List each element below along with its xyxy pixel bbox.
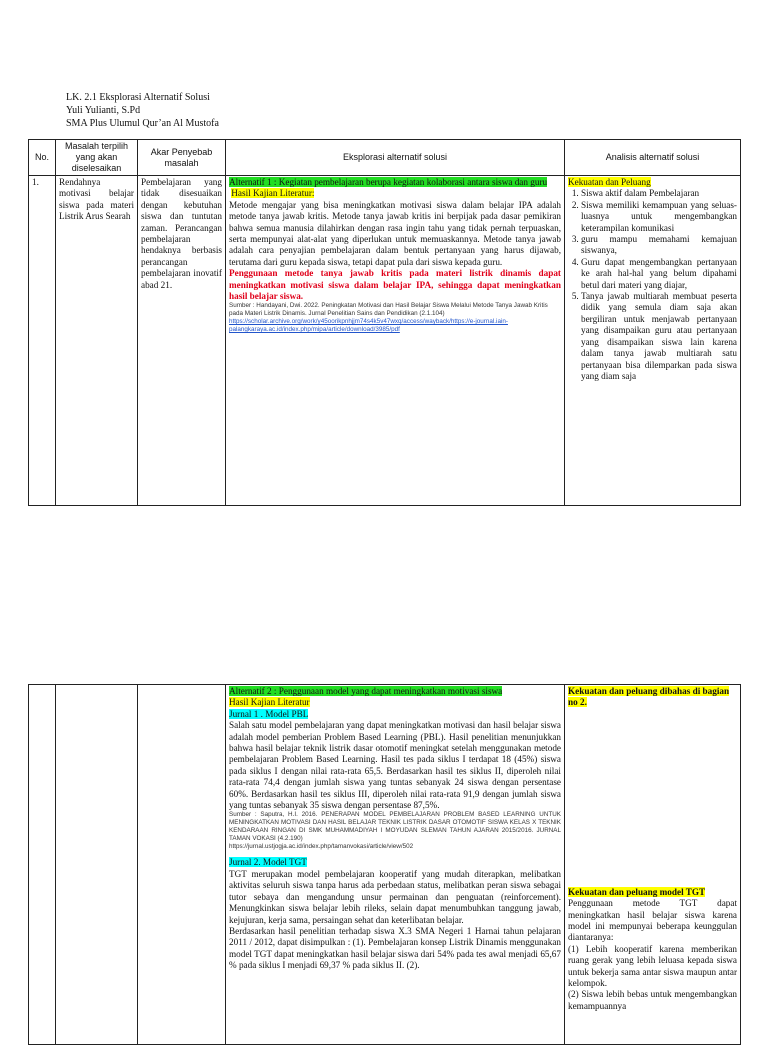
header-school: SMA Plus Ulumul Qur’an Al Mustofa (66, 118, 219, 129)
tgt-analisis-title: Kekuatan dan peluang model TGT (568, 886, 706, 897)
kajian-title-2: Hasil Kajian Literatur (229, 697, 310, 708)
tgt-point-2: (2) Siswa lebih bebas untuk mengembangkan kemampuannya (568, 989, 737, 1011)
source-citation: Sumber : Handayani, Dwi. 2022. Peningkatan Motivasi dan Hasil Belajar Siswa Melalui Metode Tanya Jawab Kritis pada Materi Listrik Dinamis. Jurnal Penelitian Sains dan Pendidikan (2.1.104) (229, 302, 548, 318)
row-number-empty (29, 685, 56, 1045)
masalah-cell-empty (56, 685, 138, 1045)
tgt-point-1: (1) Lebih kooperatif karena memberikan ruang gerak yang lebih leluasa kepada siswa untuk bekerja sama antar siswa maupun antar kelompok. (568, 943, 737, 989)
jurnal-2-body: TGT merupakan model pembelajaran kooperatif yang mudah diterapkan, melibatkan aktivitas seluruh siswa tanpa harus ada perbedaan status, melibatkan peran siswa sebagai tutor sebaya dan mengandung unsur permainan dan penguatan (reinforcement). Menungkinkan siswa belajar lebih rileks, selain dapat menumbuhkan tanggung jawab, kejujuran, kerja sama, persaingan sehat dan keterlibatan belajar. (229, 868, 561, 925)
analisis-list (568, 188, 737, 382)
akar-cell-empty (138, 685, 226, 1045)
conclusion-text: Penggunaan metode tanya jawab kritis pada materi listrik dinamis dapat meningkatkan motivasi siswa dalam belajar IPA, sehingga dapat meningkatkan hasil belajar siswa. (229, 268, 561, 302)
eksplorasi-cell (226, 176, 565, 506)
jurnal-1-title: Jurnal 1 . Model PBL (229, 708, 309, 719)
analisis-cell-2 (565, 685, 741, 1045)
source-link[interactable]: https://scholar.archive.org/work/y45oorikpnhjjm74s4k5v47wxq/access/wayback/https://e-journal.iain-palangkaraya.ac.id/index.php/mipa/article/download/3985/pdf (229, 318, 508, 334)
akar-cell: Pembelajaran yang tidak disesuaikan dengan kebutuhan siswa dan tuntutan zaman. Perancangan pembelajaran hendaknya berbasis perancangan pembelajaran inovatif abad 21. (138, 176, 226, 506)
jurnal-2-body-2: Berdasarkan hasil penelitian terhadap siswa X.3 SMA Negeri 1 Harnai tahun pelajaran 2011 / 2012, dapat disimpulkan : (1). Pembelajaran konsep Listrik Dinamis menggunakan model TGT dapat meningkatkan hasil belajar siswa dari 54% pada tes awal menjadi 65,67 % pada siklus I menjadi 69,37 % pada siklus II. (2). (229, 925, 561, 971)
table-header-row (29, 140, 741, 176)
jurnal-1-source: Sumber : Saputra, H.I. 2016. PENERAPAN MODEL PEMBELAJARAN PROBLEM BASED LEARNING UNTUK MENINGKATKAN MOTIVASI DAN HASIL BELAJAR TEKNIK LISTRIK DASAR OTOMOTIF SISWA KELAS X TEKNIK KENDARAAN RINGAN DI SMK MUHAMMADIYAH I MOYUDAN SLEMAN TAHUN AJARAN 2015/2016. JURNAL TAMAN VOKASI (4.2.190) (229, 811, 561, 843)
kajian-body: Metode mengajar yang bisa meningkatkan motivasi siswa dalam belajar IPA adalah metode tanya jawab kritis. Metode tanya jawab kritis ini berpijak pada dasar pemikiran bahwa semua manusia dilahirkan dengan rasa ingin tahu yang tidak pernah terpuaskan, serta mempunyai alat-alat yang diperlukan untuk memuaskannya. Metode tanya jawab adalah cara penyajian pembelajaran dalam bentuk pertanyaan yang harus dijawab, terutama dari guru kepada siswa, tetapi dapat pula dari siswa kepada guru. (229, 199, 561, 267)
col-header-analisis: Analisis alternatif solusi (565, 140, 741, 176)
col-header-akar: Akar Penyebab masalah (138, 140, 226, 176)
exploration-table-2 (28, 684, 741, 1045)
tgt-analisis-body: Penggunaan metode TGT dapat meningkatkan hasil belajar siswa karena model ini mempunyai beberapa keunggulan diantaranya: (568, 898, 737, 943)
table-row (29, 685, 741, 1045)
masalah-cell: Rendahnya motivasi belajar siswa pada materi Listrik Arus Searah (56, 176, 138, 506)
jurnal-1-body: Salah satu model pembelajaran yang dapat meningkatkan motivasi dan hasil belajar siswa adalah model pemberian Problem Based Learning (PBL). Hasil penelitian menunjukkan bahwa hasil belajar teknik listrik dasar otomotif meningkat setelah menggunakan metode pembelajaran Problem Based Learning. Hasil tes pada siklus I terdapat 18 (45%) siswa pada siklus I dengan nilai rata-rata 65,5. Berdasarkan hasil tes siklus II, diperoleh nilai rata-rata 74,4 dengan jumlah siswa yang tuntas sebanyak 24 siswa dengan persentase 60%. Berdasarkan hasil tes siklus III, diperoleh nilai rata-rata 91,9 dengan jumlah siswa yang tuntas sebanyak 35 siswa dengan persentase 87,5%. (229, 720, 561, 811)
list-item: 4. Guru dapat mengembangkan pertanyaan ke arah hal-hal yang belum dipahami betul dari materi yang diajar, (581, 257, 737, 291)
eksplorasi-cell-2 (226, 685, 565, 1045)
col-header-masalah: Masalah terpilih yang akan diselesaikan (56, 140, 138, 176)
list-item: 5. Tanya jawab multiarah membuat peserta didik yang semula diam saja akan bergiliran untuk menjawab pertanyaan yang disampaikan guru atau pertanyaan yang disampaikan siswa lain karena dalam tanya jawab multiarah satu pertanyaan bisa dilemparkan pada siswa yang diam saja (581, 291, 737, 382)
kajian-title: Hasil Kajian Literatur: (231, 188, 315, 199)
list-item: 1. Siswa aktif dalam Pembelajaran (581, 188, 737, 199)
analisis-note: Kekuatan dan peluang dibahas di bagian no 2. (568, 686, 730, 708)
header-title: LK. 2.1 Eksplorasi Alternatif Solusi (66, 92, 210, 103)
document-header (66, 91, 219, 130)
exploration-table-1 (28, 139, 741, 506)
col-header-eksplorasi: Eksplorasi alternatif solusi (226, 140, 565, 176)
alternative-2-title: Alternatif 2 : Penggunaan model yang dapat meningkatkan motivasi siswa (229, 686, 503, 696)
jurnal-1-link[interactable]: https://jurnal.ustjogja.ac.id/index.php/tamanvokasi/article/view/502 (229, 843, 414, 851)
analisis-title: Kekuatan dan Peluang (568, 177, 651, 187)
header-author: Yuli Yulianti, S.Pd (66, 105, 141, 116)
row-number: 1. (29, 176, 56, 506)
list-item: 2. Siswa memiliki kemampuan yang seluas-luasnya untuk mengembangkan keterampilan komunikasi (581, 200, 737, 234)
list-item: 3. guru mampu memahami kemajuan siswanya, (581, 234, 737, 257)
jurnal-2-title: Jurnal 2. Model TGT (229, 857, 307, 868)
alternative-1-title: Alternatif 1 : Kegiatan pembelajaran berupa kegiatan kolaborasi antara siswa dan guru (229, 177, 548, 187)
col-header-no: No. (29, 140, 56, 176)
analisis-cell (565, 176, 741, 506)
table-row (29, 176, 741, 506)
